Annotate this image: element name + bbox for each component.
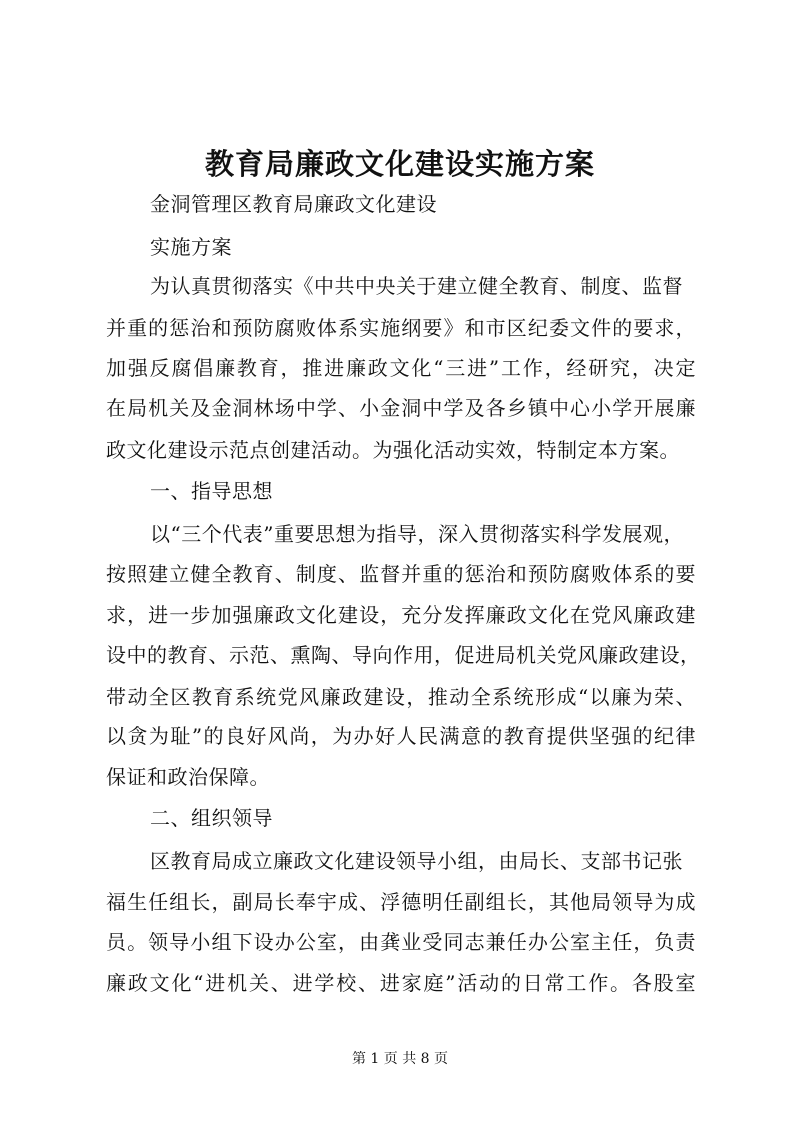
paragraph-line: 福生任组长，副局长奉宇成、浮德明任副组长，其他局领导为成 xyxy=(106,890,696,914)
document-title: 教育局廉政文化建设实施方案 xyxy=(204,147,595,181)
paragraph-line: 设中的教育、示范、熏陶、导向作用，促进局机关党风廉政建设， xyxy=(106,643,701,667)
paragraph-line: 政文化建设示范点创建活动。为强化活动实效，特制定本方案。 xyxy=(106,438,680,462)
paragraph-line: 保证和政治保障。 xyxy=(106,765,270,789)
paragraph-line: 员。领导小组下设办公室，由龚业受同志兼任办公室主任，负责 xyxy=(106,930,696,954)
section-heading: 一、指导思想 xyxy=(150,479,273,503)
paragraph-line: 加强反腐倡廉教育，推进廉政文化“三进”工作，经研究，决定 xyxy=(106,356,696,380)
paragraph-line: 按照建立健全教育、制度、监督并重的惩治和预防腐败体系的要 xyxy=(106,562,696,586)
paragraph-line: 在局机关及金洞林场中学、小金洞中学及各乡镇中心小学开展廉 xyxy=(106,396,696,420)
paragraph-line: 廉政文化“进机关、进学校、进家庭”活动的日常工作。各股室 xyxy=(106,971,696,995)
paragraph-line: 求，进一步加强廉政文化建设，充分发挥廉政文化在党风廉政建 xyxy=(106,603,696,627)
paragraph-line: 区教育局成立廉政文化建设领导小组，由局长、支部书记张 xyxy=(150,849,683,873)
subtitle-line-2: 实施方案 xyxy=(150,235,232,259)
paragraph-line: 为认真贯彻落实《中共中央关于建立健全教育、制度、监督 xyxy=(150,274,683,298)
paragraph-line: 以“三个代表”重要思想为指导，深入贯彻落实科学发展观， xyxy=(150,522,684,546)
paragraph-line: 并重的惩治和预防腐败体系实施纲要》和市区纪委文件的要求， xyxy=(106,316,696,340)
section-heading: 二、组织领导 xyxy=(150,806,273,830)
paragraph-line: 以贪为耻”的良好风尚，为办好人民满意的教育提供坚强的纪律 xyxy=(106,724,696,748)
page-number: 第 1 页 共 8 页 xyxy=(351,1051,449,1067)
subtitle-line-1: 金洞管理区教育局廉政文化建设 xyxy=(150,192,437,216)
paragraph-line: 带动全区教育系统党风廉政建设，推动全系统形成“以廉为荣、 xyxy=(106,685,696,709)
